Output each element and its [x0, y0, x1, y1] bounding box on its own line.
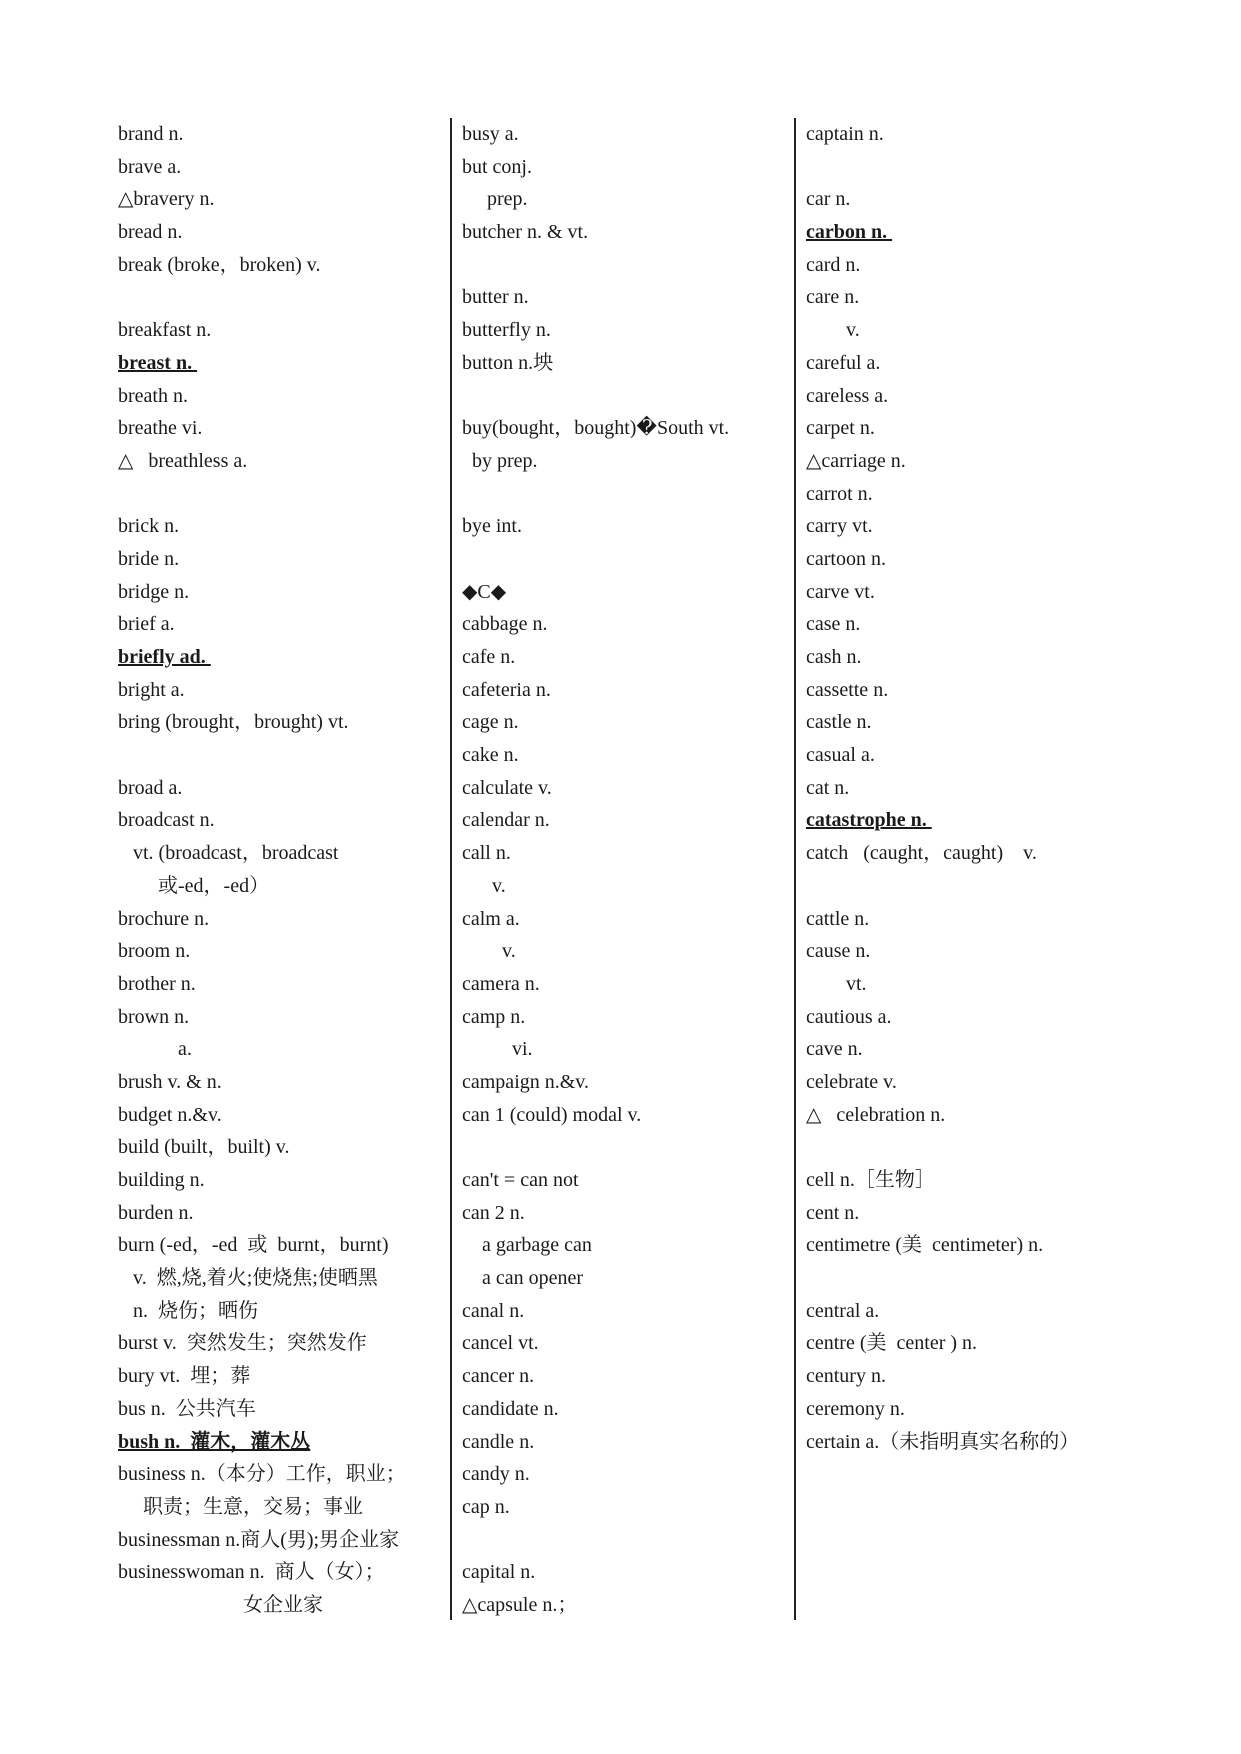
word-entry: v.: [462, 874, 506, 897]
word-entry: brown n.: [118, 1005, 190, 1028]
word-entry: campaign n.&v.: [462, 1070, 590, 1093]
word-entry: breakfast n.: [118, 319, 212, 342]
word-entry: bus n. 公共汽车: [118, 1397, 256, 1420]
word-entry: cancer n.: [462, 1365, 535, 1388]
word-entry: central a.: [806, 1299, 880, 1322]
word-entry: camera n.: [462, 972, 540, 995]
word-entry: celebrate v.: [806, 1070, 897, 1093]
word-entry: ◆C◆: [462, 580, 507, 603]
word-entry: butter n.: [462, 286, 529, 309]
blank-line: [806, 151, 1136, 184]
word-entry: button n.坱: [462, 351, 554, 374]
word-entry: brush v. & n.: [118, 1070, 222, 1093]
word-entry: build (built，built) v.: [118, 1136, 290, 1159]
blank-line: [462, 1131, 792, 1164]
blank-line: [806, 1262, 1136, 1295]
word-entry: carrot n.: [806, 482, 873, 505]
word-entry: business n.（本分）工作，职业；: [118, 1463, 406, 1486]
word-entry: calm a.: [462, 907, 520, 930]
word-entry: businessman n.商人(男);男企业家: [118, 1528, 400, 1551]
word-entry: broad a.: [118, 776, 183, 799]
word-entry: cell n.［生物］: [806, 1169, 935, 1191]
word-entry: 女企业家: [118, 1593, 323, 1616]
word-entry: carve vt.: [806, 580, 875, 603]
word-entry: canal n.: [462, 1299, 525, 1322]
blank-line: [462, 1524, 792, 1557]
word-entry: a can opener: [462, 1267, 584, 1290]
word-entry: △bravery n.: [118, 188, 215, 211]
word-entry: cabbage n.: [462, 613, 548, 636]
word-entry: captain n.: [806, 123, 884, 145]
word-entry: cafe n.: [462, 646, 516, 668]
word-column-2: [462, 118, 792, 1622]
word-entry: can 2 n.: [462, 1201, 525, 1224]
word-entry: cause n.: [806, 940, 871, 963]
word-column-1: [118, 118, 448, 1622]
word-entry: butterfly n.: [462, 319, 551, 342]
word-entry: cassette n.: [806, 678, 889, 701]
word-entry: can't = can not: [462, 1169, 579, 1191]
word-entry: vi.: [462, 1038, 533, 1061]
word-entry: careful a.: [806, 351, 881, 374]
word-entry: bridge n.: [118, 580, 190, 603]
word-entry: can 1 (could) modal v.: [462, 1103, 642, 1126]
word-entry: breathe vi.: [118, 417, 203, 440]
word-entry: n. 烧伤；晒伤: [118, 1299, 258, 1322]
word-entry: briefly ad.: [118, 646, 211, 668]
word-entry: casual a.: [806, 744, 875, 767]
word-entry: ceremony n.: [806, 1397, 905, 1420]
word-entry: cake n.: [462, 744, 519, 767]
word-entry: car n.: [806, 188, 851, 211]
word-entry: bush n. 灌木，灌木丛: [118, 1430, 311, 1453]
word-entry: careless a.: [806, 384, 889, 407]
word-entry: brochure n.: [118, 907, 210, 930]
word-column-3: [806, 118, 1136, 1458]
word-entry: bury vt. 埋；葬: [118, 1365, 251, 1388]
blank-line: [462, 249, 792, 282]
word-entry: v. 燃,烧,着火;使烧焦;使晒黑: [118, 1267, 378, 1290]
word-entry: cartoon n.: [806, 547, 886, 570]
word-entry: burn (-ed，-ed 或 burnt，burnt): [118, 1234, 389, 1257]
word-entry: card n.: [806, 253, 861, 276]
word-entry: centimetre (美 centimeter) n.: [806, 1234, 1044, 1257]
word-entry: cautious a.: [806, 1005, 892, 1028]
word-entry: a.: [118, 1038, 192, 1061]
word-entry: breath n.: [118, 384, 188, 407]
blank-line: [462, 380, 792, 413]
word-entry: v.: [806, 319, 860, 342]
word-entry: carpet n.: [806, 417, 875, 440]
word-entry: buy(bought，bought)�South vt.: [462, 417, 730, 440]
word-entry: catastrophe n.: [806, 809, 932, 832]
word-entry: carbon n.: [806, 221, 893, 244]
word-entry: carry vt.: [806, 515, 873, 538]
word-entry: case n.: [806, 613, 861, 636]
word-entry: cash n.: [806, 646, 862, 668]
word-entry: butcher n. & vt.: [462, 221, 589, 244]
word-entry: building n.: [118, 1169, 205, 1191]
word-entry: cafeteria n.: [462, 678, 551, 701]
word-entry: century n.: [806, 1365, 886, 1388]
word-entry: cat n.: [806, 776, 850, 799]
word-entry: broom n.: [118, 940, 191, 963]
word-entry: candidate n.: [462, 1397, 559, 1420]
word-entry: vt. (broadcast，broadcast: [118, 842, 339, 865]
word-entry: care n.: [806, 286, 860, 309]
word-entry: brand n.: [118, 123, 184, 145]
word-entry: 或-ed，-ed）: [118, 874, 270, 897]
word-entry: broadcast n.: [118, 809, 215, 832]
blank-line: [462, 543, 792, 576]
word-entry: candy n.: [462, 1463, 530, 1486]
word-entry: businesswoman n. 商人（女）；: [118, 1561, 385, 1584]
word-entry: brother n.: [118, 972, 196, 995]
word-entry: centre (美 center ) n.: [806, 1332, 978, 1355]
word-entry: △ celebration n.: [806, 1103, 946, 1126]
word-entry: vt.: [806, 972, 867, 995]
column-divider-2: [794, 118, 796, 1620]
word-entry: brave a.: [118, 155, 182, 178]
word-entry: capital n.: [462, 1561, 536, 1584]
word-entry: calculate v.: [462, 776, 552, 799]
word-entry: bye int.: [462, 515, 522, 538]
word-entry: △ breathless a.: [118, 449, 248, 472]
word-entry: breast n.: [118, 351, 198, 374]
word-entry: break (broke，broken) v.: [118, 253, 321, 276]
word-entry: bring (brought，brought) vt.: [118, 711, 349, 734]
word-entry: bread n.: [118, 221, 183, 244]
word-entry: certain a.（未指明真实名称的）: [806, 1430, 1080, 1453]
word-entry: prep.: [462, 188, 528, 211]
word-entry: 职责；生意，交易；事业: [118, 1495, 363, 1518]
word-entry: busy a.: [462, 123, 519, 145]
word-entry: brief a.: [118, 613, 175, 636]
word-entry: cage n.: [462, 711, 519, 734]
blank-line: [462, 478, 792, 511]
word-entry: candle n.: [462, 1430, 535, 1453]
word-entry: v.: [462, 940, 516, 963]
word-entry: △carriage n.: [806, 449, 906, 472]
word-entry: △capsule n.；: [462, 1593, 578, 1616]
word-entry: cattle n.: [806, 907, 870, 930]
word-entry: but conj.: [462, 155, 532, 178]
blank-line: [118, 739, 448, 772]
word-entry: camp n.: [462, 1005, 526, 1028]
blank-line: [118, 281, 448, 314]
word-entry: cancel vt.: [462, 1332, 539, 1355]
word-entry: by prep.: [462, 449, 538, 472]
word-entry: cent n.: [806, 1201, 860, 1224]
column-divider-1: [450, 118, 452, 1620]
blank-line: [806, 1131, 1136, 1164]
blank-line: [806, 870, 1136, 903]
word-entry: budget n.&v.: [118, 1103, 222, 1126]
word-entry: burden n.: [118, 1201, 194, 1224]
word-entry: brick n.: [118, 515, 180, 538]
word-entry: cap n.: [462, 1495, 510, 1518]
word-entry: a garbage can: [462, 1234, 592, 1257]
word-entry: cave n.: [806, 1038, 863, 1061]
word-entry: bride n.: [118, 547, 180, 570]
word-entry: calendar n.: [462, 809, 550, 832]
blank-line: [118, 478, 448, 511]
word-entry: call n.: [462, 842, 511, 865]
word-entry: castle n.: [806, 711, 872, 734]
word-entry: bright a.: [118, 678, 185, 701]
word-entry: catch (caught，caught) v.: [806, 842, 1037, 865]
word-entry: burst v. 突然发生；突然发作: [118, 1332, 367, 1355]
